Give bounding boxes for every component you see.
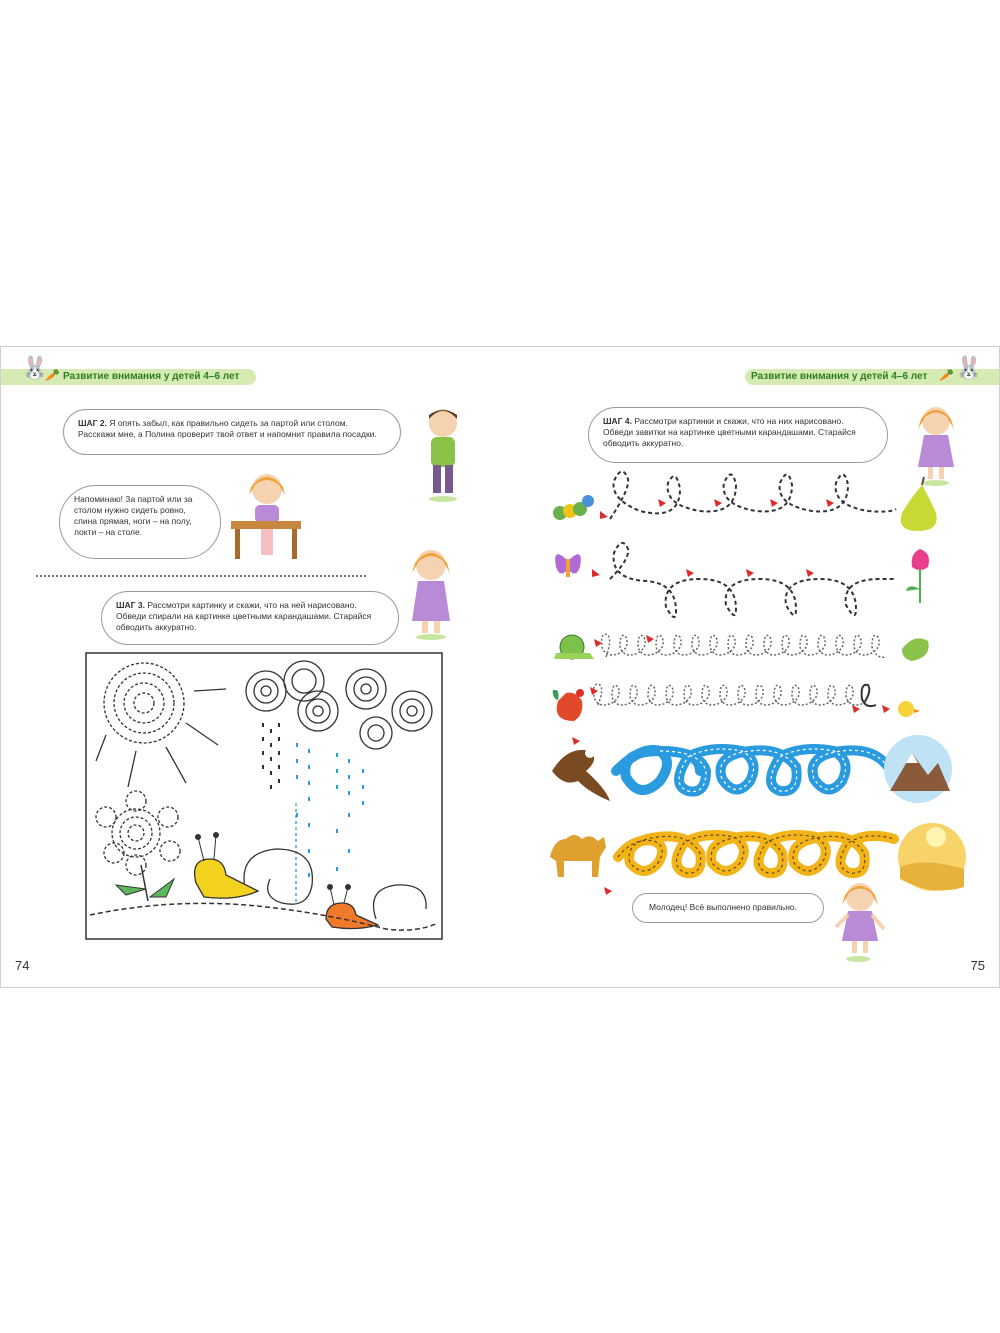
page-number-right: 75: [970, 958, 985, 973]
step4-label: ШАГ 4.: [603, 416, 632, 426]
loop-row-butterfly-flower: [550, 539, 970, 609]
eagle-icon: [552, 748, 610, 801]
loop-row-eagle-mountains: [550, 731, 980, 811]
bunny-icon: 🐰: [955, 355, 983, 380]
girl-at-desk-illustration: [229, 471, 303, 567]
spiral-picture: [86, 653, 442, 939]
header-title-right: Развитие внимания у детей 4–6 лет: [751, 371, 928, 382]
step3-bubble: [101, 591, 399, 645]
rooster-icon: [553, 689, 584, 721]
pear-icon: [901, 477, 937, 531]
snail-icon: [554, 635, 594, 659]
loop-row-rooster-chick: [550, 681, 970, 727]
carrot-icon: 🥕: [939, 368, 954, 382]
camel-icon: [550, 835, 606, 877]
boy-illustration: [421, 405, 465, 503]
book-spread: [0, 346, 1000, 988]
step2-text: Я опять забыл, как правильно сидеть за партой или столом. Расскажи мне, а Полина проверит твой ответ и напомнит правила посадки.: [78, 418, 377, 439]
step2-bubble: [63, 409, 401, 455]
girl-standing-illustration: [406, 545, 456, 641]
leaf-icon: [902, 638, 929, 661]
reminder-bubble: Напоминаю! За партой или за столом нужно сидеть ровно, спина прямая, ноги – на полу, локти – на столе.: [59, 485, 221, 559]
loop-row-snail-leaf: [550, 627, 970, 673]
step4-bubble: [588, 407, 888, 463]
girl-jumping-illustration: [832, 879, 888, 965]
step2-label: ШАГ 2.: [78, 418, 107, 428]
header-bar-right: [745, 355, 999, 385]
mountains-icon: [884, 735, 952, 803]
right-page: [500, 347, 999, 987]
butterfly-icon: [555, 554, 581, 577]
tulip-icon: [906, 549, 929, 603]
carrot-icon: 🥕: [45, 368, 60, 382]
header-title-left: Развитие внимания у детей 4–6 лет: [63, 371, 240, 382]
left-page: [1, 347, 500, 987]
chick-icon: [898, 701, 920, 717]
step3-label: ШАГ 3.: [116, 600, 145, 610]
step3-text: Рассмотри картинку и скажи, что на ней нарисовано. Обведи спирали на картинке цветными карандашами. Старайся обводить аккуратно.: [116, 600, 372, 632]
loop-row-caterpillar-pear: [550, 469, 970, 533]
step4-text: Рассмотри картинки и скажи, что на них нарисовано. Обведи завитки на картинке цветными карандашами. Старайся обводить аккуратно.: [603, 416, 856, 448]
section-divider: [36, 575, 366, 577]
desert-icon: [898, 823, 966, 891]
caterpillar-icon: [553, 495, 594, 520]
praise-bubble: Молодец! Всё выполнено правильно.: [632, 893, 824, 923]
page-number-left: 74: [15, 958, 30, 973]
header-bar-left: [1, 355, 256, 385]
loop-row-camel-desert: [544, 817, 980, 901]
bunny-icon: 🐰: [21, 355, 49, 380]
